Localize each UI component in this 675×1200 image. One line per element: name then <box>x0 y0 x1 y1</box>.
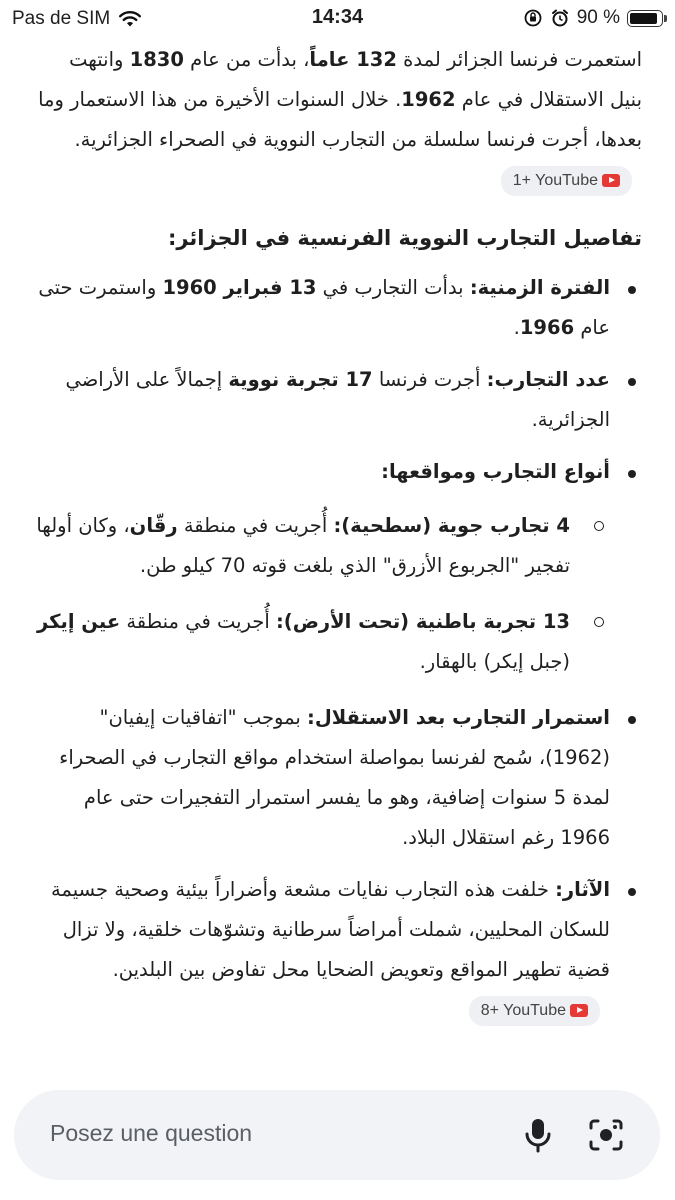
question-input[interactable]: Posez une question <box>50 1120 253 1146</box>
bullet-icon <box>628 888 636 896</box>
item-bold: رقّان <box>129 514 178 537</box>
item-bold: عين إيكر <box>37 610 121 633</box>
battery-percent: 90 % <box>576 7 620 28</box>
status-bar <box>0 0 675 38</box>
youtube-source-chip[interactable] <box>469 996 600 1026</box>
item-label: عدد التجارب: <box>486 368 610 391</box>
camera-lens-icon[interactable] <box>586 1115 626 1155</box>
item-label: 13 تجربة باطنية (تحت الأرض): <box>275 610 570 633</box>
battery-icon <box>627 10 663 27</box>
status-time: 14:34 <box>311 6 364 28</box>
intro-text-2: ، بدأت من عام <box>183 48 310 71</box>
alarm-icon <box>550 8 570 28</box>
list-item-types <box>34 452 642 682</box>
carrier-text: Pas de SIM <box>12 8 111 29</box>
item-label: الفترة الزمنية: <box>469 276 610 299</box>
list-item-period <box>34 268 642 348</box>
list-item-effects <box>34 870 642 1030</box>
item-text: (جبل إيكر) بالهقار. <box>419 650 570 673</box>
item-bold: 17 تجربة نووية <box>228 368 373 391</box>
youtube-source-chip[interactable] <box>501 166 632 196</box>
item-bold: 1966 <box>519 316 575 339</box>
sublist-item-air <box>34 506 610 586</box>
intro-bold-end: 1962 <box>401 88 456 111</box>
intro-text-1: استعمرت فرنسا الجزائر لمدة <box>396 48 642 71</box>
types-sublist <box>34 506 610 682</box>
youtube-icon <box>602 174 620 187</box>
hollow-bullet-icon <box>594 617 604 627</box>
item-label: 4 تجارب جوية (سطحية): <box>333 514 570 537</box>
sublist-item-underground <box>34 602 610 682</box>
bullet-icon <box>628 378 636 386</box>
list-item-count <box>34 360 642 440</box>
item-text: . <box>513 316 520 339</box>
chip-label: 1+ YouTube <box>512 171 598 189</box>
item-label: استمرار التجارب بعد الاستقلال: <box>307 706 610 729</box>
youtube-icon <box>570 1004 588 1017</box>
intro-bold-years: 132 عاماً <box>309 48 397 71</box>
microphone-icon[interactable] <box>518 1115 558 1155</box>
item-text: أُجريت في منطقة <box>177 514 334 537</box>
chip-label: 8+ YouTube <box>480 1001 566 1019</box>
bullet-icon <box>628 716 636 724</box>
intro-bold-start: 1830 <box>129 48 184 71</box>
item-label: أنواع التجارب ومواقعها: <box>381 460 610 483</box>
item-label: الآثار: <box>555 878 610 901</box>
rotation-lock-icon <box>523 8 543 28</box>
item-text: بدأت التجارب في <box>316 276 470 299</box>
item-text: ، وكان أولها تفجير "الجربوع الأزرق" الذي بلغت قوته 70 كيلو طن. <box>36 514 570 577</box>
item-text: خلفت هذه التجارب نفايات مشعة وأضراراً بيئية وصحية جسيمة للسكان المحليين، شملت أمراضاً سرطانية وتشوّهات خلقية، ولا تزال قضية تطهير المواقع وتعويض الضحايا محل تفاوض بين البلدين. <box>50 878 610 981</box>
prompt-input-bar[interactable] <box>14 1090 660 1180</box>
section-heading: تفاصيل التجارب النووية الفرنسية في الجزائر: <box>167 226 642 250</box>
intro-paragraph <box>34 40 642 200</box>
bullet-icon <box>628 286 636 294</box>
item-text: إجمالاً على الأراضي الجزائرية. <box>65 368 610 431</box>
status-right <box>523 7 663 29</box>
list-item-continuation <box>34 698 642 858</box>
item-text: أُجريت في منطقة <box>120 610 276 633</box>
item-text: أجرت فرنسا <box>372 368 487 391</box>
response-content <box>34 40 642 1042</box>
item-text: واستمرت حتى عام <box>38 276 610 339</box>
intro-text-4: . خلال السنوات الأخيرة من هذا الاستعمار وما بعدها، أجرت فرنسا سلسلة من التجارب النووية في الصحراء الجزائرية. <box>38 88 642 151</box>
item-text: بموجب "اتفاقيات إيفيان" (1962)، سُمح لفرنسا بمواصلة استخدام مواقع التجارب في الصحراء لمدة 5 سنوات إضافية، وهو ما يفسر استمرار التفجيرات حتى عام 1966 رغم استقلال البلاد. <box>59 706 610 849</box>
bullet-icon <box>628 470 636 478</box>
item-bold: 13 فبراير 1960 <box>162 276 317 299</box>
details-list <box>34 268 642 1030</box>
hollow-bullet-icon <box>594 521 604 531</box>
intro-text-3: وانتهت بنيل الاستقلال في عام <box>69 48 642 111</box>
